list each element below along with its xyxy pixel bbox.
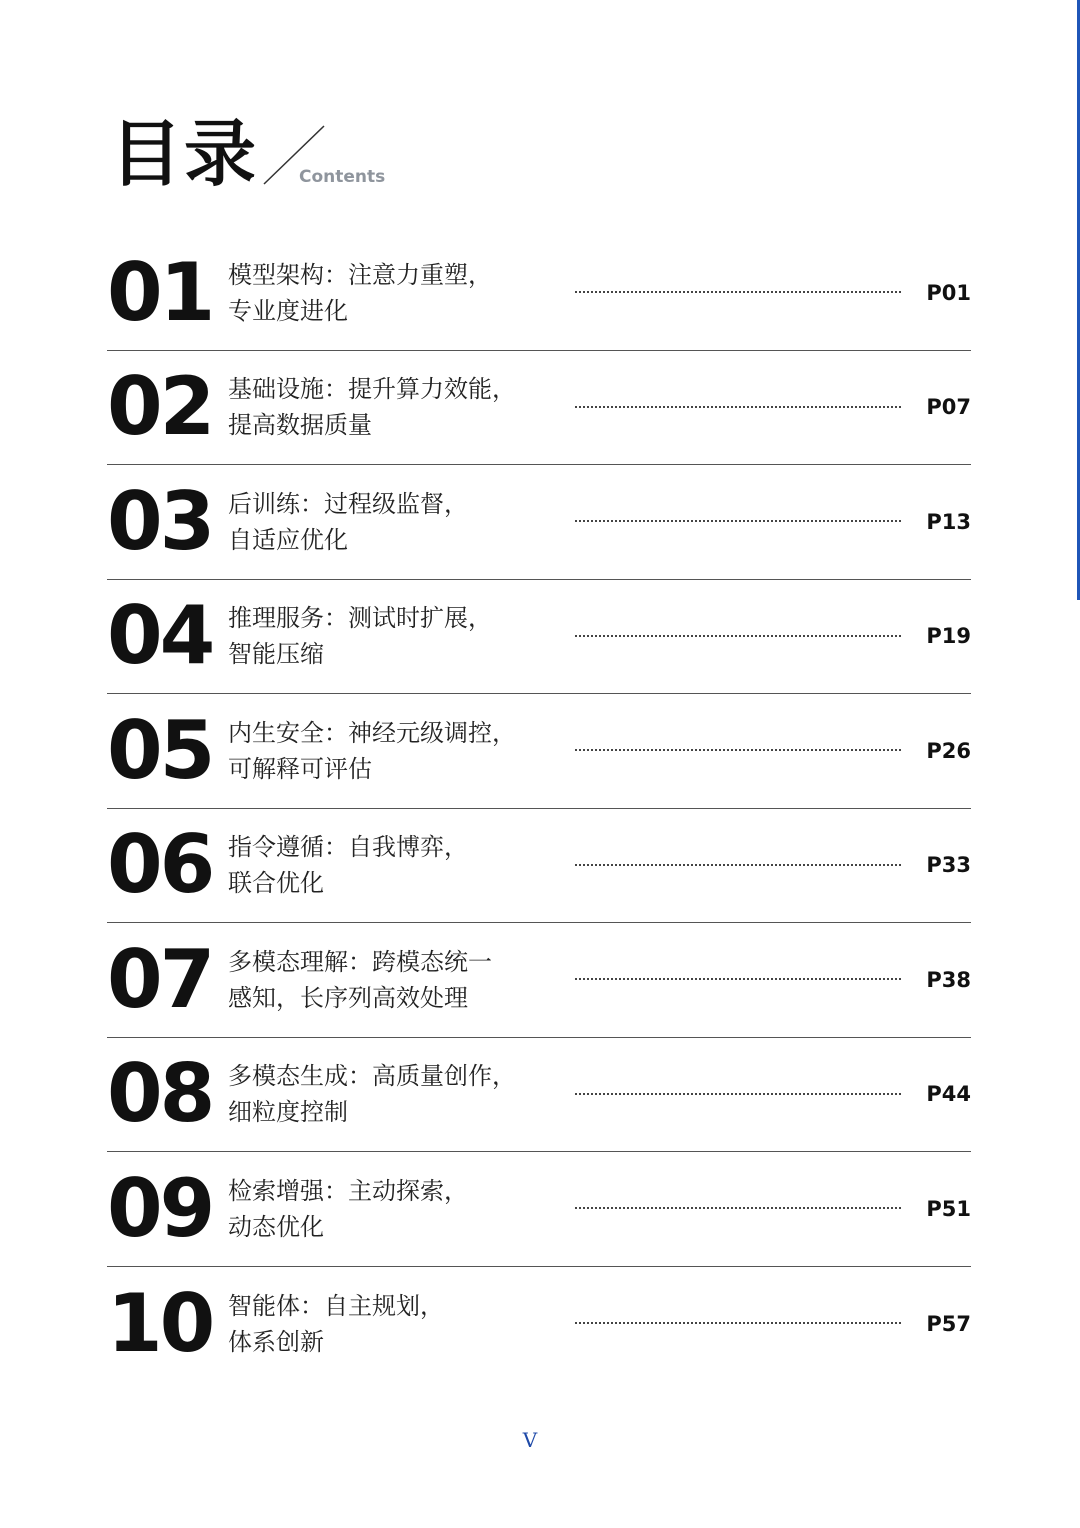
chapter-page-number: P19 — [926, 624, 971, 649]
page-title: 目录 — [110, 112, 259, 196]
chapter-title-line: 感知，长序列高效处理 — [228, 983, 468, 1012]
dot-leader — [575, 1093, 901, 1095]
table-of-contents — [107, 236, 971, 1381]
chapter-title-line: 专业度进化 — [228, 296, 348, 325]
dot-leader — [575, 291, 901, 293]
footer-page-number: V — [522, 1428, 538, 1452]
chapter-number: 06 — [107, 818, 213, 912]
chapter-title — [228, 944, 558, 1016]
chapter-title-line: 推理服务：测试时扩展， — [228, 604, 492, 633]
dot-leader — [575, 520, 901, 522]
chapter-title — [228, 1173, 558, 1245]
chapter-title-line: 后训练：过程级监督， — [228, 489, 468, 518]
dot-leader — [575, 1207, 901, 1209]
chapter-page-number: P44 — [926, 1082, 971, 1107]
chapter-page-number: P01 — [926, 280, 971, 305]
chapter-title-line: 自适应优化 — [228, 525, 348, 554]
chapter-title-line: 多模态理解：跨模态统一 — [228, 947, 492, 976]
dot-leader — [575, 978, 901, 980]
dot-leader — [575, 406, 901, 408]
chapter-title-line: 指令遵循：自我博弈， — [228, 833, 468, 862]
chapter-number: 02 — [107, 360, 213, 454]
chapter-title — [228, 486, 558, 558]
chapter-title-line: 多模态生成：高质量创作， — [228, 1062, 516, 1091]
toc-entry[interactable] — [107, 1267, 971, 1382]
chapter-page-number: P13 — [926, 509, 971, 534]
chapter-title-line: 检索增强：主动探索， — [228, 1176, 468, 1205]
chapter-title-line: 模型架构：注意力重塑， — [228, 260, 492, 289]
chapter-title — [228, 1288, 558, 1360]
chapter-title-line: 内生安全：神经元级调控， — [228, 718, 516, 747]
chapter-page-number: P33 — [926, 853, 971, 878]
dot-leader — [575, 864, 901, 866]
chapter-number: 09 — [107, 1161, 213, 1255]
chapter-number: 01 — [107, 245, 213, 339]
toc-entry[interactable] — [107, 236, 971, 351]
chapter-page-number: P07 — [926, 395, 971, 420]
chapter-title-line: 细粒度控制 — [228, 1098, 348, 1127]
toc-entry[interactable] — [107, 923, 971, 1038]
chapter-number: 10 — [107, 1276, 213, 1370]
toc-entry[interactable] — [107, 1152, 971, 1267]
toc-entry[interactable] — [107, 1038, 971, 1153]
chapter-number: 08 — [107, 1047, 213, 1141]
chapter-number: 04 — [107, 589, 213, 683]
chapter-title-line: 可解释可评估 — [228, 754, 372, 783]
toc-entry[interactable] — [107, 580, 971, 695]
toc-entry[interactable] — [107, 694, 971, 809]
chapter-page-number: P51 — [926, 1196, 971, 1221]
chapter-title — [228, 371, 558, 443]
toc-entry[interactable] — [107, 465, 971, 580]
chapter-page-number: P57 — [926, 1311, 971, 1336]
toc-entry[interactable] — [107, 809, 971, 924]
chapter-number: 07 — [107, 932, 213, 1026]
chapter-title-line: 提高数据质量 — [228, 411, 372, 440]
chapter-title — [228, 257, 558, 329]
chapter-title-line: 智能压缩 — [228, 640, 324, 669]
page-subtitle: Contents — [299, 167, 386, 187]
chapter-title-line: 联合优化 — [228, 869, 324, 898]
chapter-title-line: 基础设施：提升算力效能， — [228, 375, 516, 404]
dot-leader — [575, 1322, 901, 1324]
dot-leader — [575, 635, 901, 637]
chapter-title-line: 体系创新 — [228, 1327, 324, 1356]
chapter-title — [228, 600, 558, 672]
chapter-number: 05 — [107, 703, 213, 797]
chapter-page-number: P38 — [926, 967, 971, 992]
chapter-number: 03 — [107, 474, 213, 568]
chapter-title — [228, 829, 558, 901]
chapter-title — [228, 1058, 558, 1130]
toc-entry[interactable] — [107, 351, 971, 466]
chapter-title-line: 动态优化 — [228, 1212, 324, 1241]
dot-leader — [575, 749, 901, 751]
chapter-title-line: 智能体：自主规划， — [228, 1291, 444, 1320]
chapter-page-number: P26 — [926, 738, 971, 763]
chapter-title — [228, 715, 558, 787]
